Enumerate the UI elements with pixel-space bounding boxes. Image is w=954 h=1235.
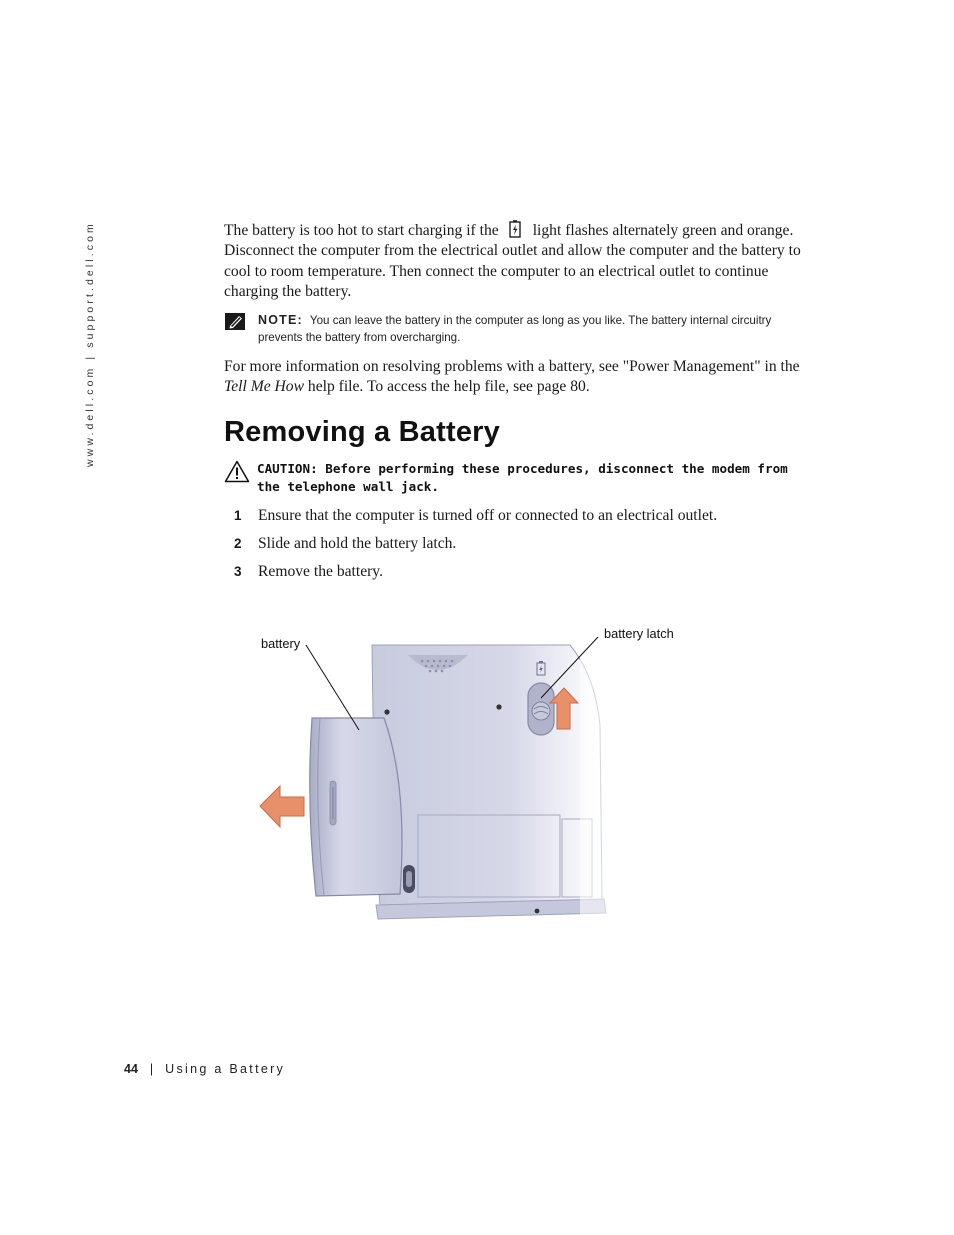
battery-removal-figure	[240, 615, 720, 935]
intro-paragraph	[224, 219, 812, 302]
note-pencil-icon	[224, 312, 248, 332]
section-heading: Removing a Battery	[224, 416, 500, 448]
intro-text-after: light flashes alternately green and orange. Disconnect the computer from the electrical outlet and allow the computer and the battery to cool to room temperature. Then connect the computer to an electrical outlet to continue charging the battery.	[224, 222, 801, 300]
callout-battery: battery	[261, 636, 301, 651]
side-url: www.dell.com | support.dell.com	[84, 221, 96, 467]
note-block	[224, 312, 814, 346]
note-text-wrap	[258, 312, 814, 346]
help-file-title: Tell Me How	[224, 378, 304, 396]
page-footer	[124, 1062, 285, 1076]
warning-triangle-icon	[224, 460, 250, 483]
intro-text-before: The battery is too hot to start charging if the	[224, 222, 499, 239]
step-item	[224, 505, 814, 533]
battery-status-icon	[505, 219, 525, 239]
callout-battery-latch: battery latch	[604, 626, 674, 641]
note-label: NOTE:	[258, 313, 303, 327]
caution-text: CAUTION: Before performing these procedures, disconnect the modem from the telephone wall jack.	[257, 461, 788, 494]
footer-section-title: Using a Battery	[165, 1062, 286, 1076]
step-number: 1	[234, 508, 242, 523]
more-info-paragraph	[224, 357, 812, 398]
page-number: 44	[124, 1062, 138, 1076]
step-text: Remove the battery.	[258, 563, 383, 580]
procedure-steps	[224, 505, 814, 589]
caution-block	[224, 460, 814, 496]
step-item	[224, 533, 814, 561]
step-number: 2	[234, 536, 242, 551]
step-text: Slide and hold the battery latch.	[258, 535, 457, 552]
more-info-after: help file. To access the help file, see page 80.	[307, 378, 590, 396]
step-number: 3	[234, 564, 242, 579]
step-text: Ensure that the computer is turned off or connected to an electrical outlet.	[258, 507, 718, 524]
footer-separator: |	[149, 1062, 154, 1076]
laptop-underside-illustration	[240, 615, 720, 935]
step-item	[224, 561, 814, 589]
more-info-before: For more information on resolving problems with a battery, see "Power Management" in the	[224, 358, 800, 375]
note-text: You can leave the battery in the computer as long as you like. The battery internal circuitry prevents the battery from overcharging.	[258, 314, 772, 344]
